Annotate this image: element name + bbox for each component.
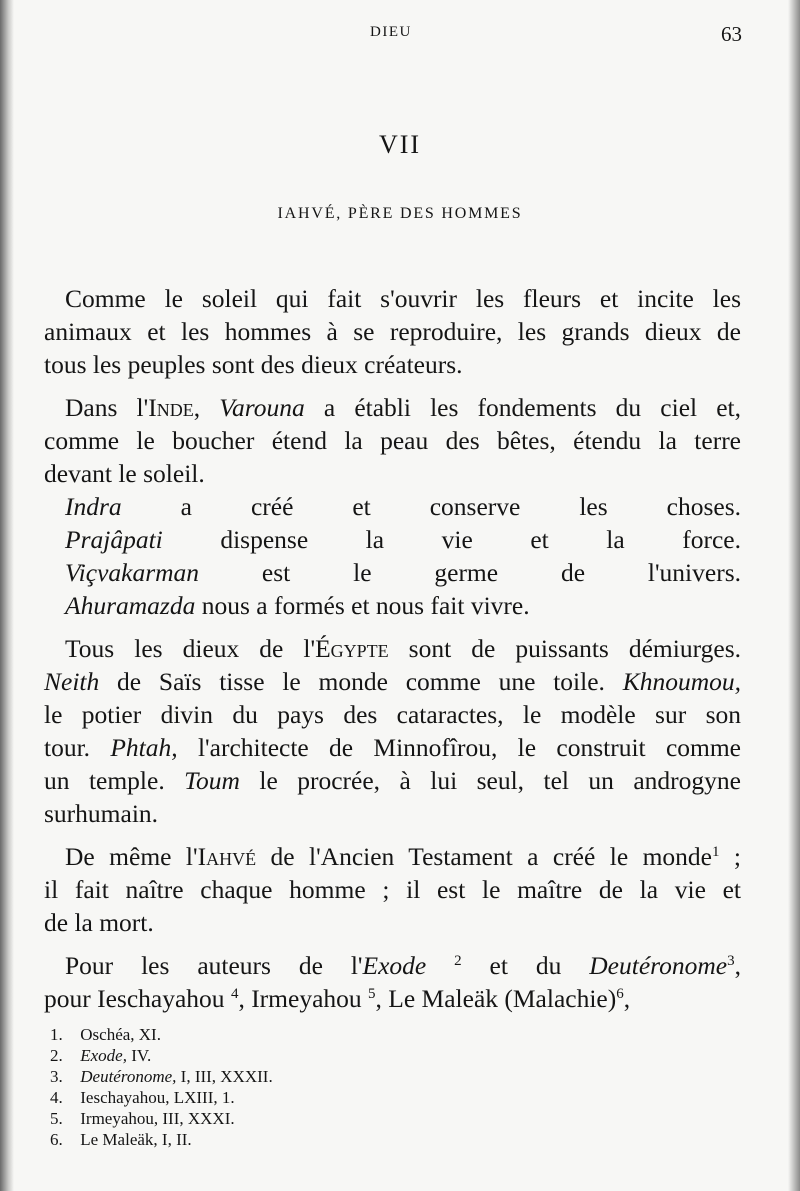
small-caps-text: Égypte [315,634,389,663]
text-line [44,949,741,982]
footnote-number: 1. [50,1025,63,1044]
running-head-title: DIEU [370,24,412,40]
footnote [50,1066,450,1087]
text-run [426,951,454,980]
italic-text: Phtah, [110,733,178,762]
paragraph [44,840,741,939]
text-run: sont de puissants démiurges. [388,634,741,663]
text-run: Le Maleäk, I, II. [76,1130,192,1149]
text-line [44,797,741,830]
footnote [50,1045,450,1066]
text-run: le procrée, à lui seul, tel un androgyne [239,766,741,795]
italic-text: Deutéronome, [80,1067,177,1086]
page-right-edge-shadow [788,0,800,1191]
text-run: nous a formés et nous fait vivre. [195,591,530,620]
text-run: et du [461,951,590,980]
paragraph [44,391,741,622]
text-run: Pour les auteurs de l' [65,951,363,980]
text-run: , [623,984,631,1013]
text-line [44,315,741,348]
text-line [44,731,741,764]
text-run: Ieschayahou, LXIII, 1. [76,1088,235,1107]
text-line [44,556,741,589]
body-text [44,282,741,1025]
footnote-ref: 4 [230,986,239,1002]
text-line [44,589,741,622]
text-run: Irmeyahou, III, XXXI. [76,1109,235,1128]
text-line [44,665,741,698]
italic-text: Toum [184,766,240,795]
footnote-number: 3. [50,1067,63,1086]
footnote [50,1024,450,1045]
text-line [44,523,741,556]
text-line [44,632,741,665]
footnote-ref: 5 [368,986,376,1002]
italic-text: Khnoumou, [622,667,741,696]
text-run: Dans l' [65,393,149,422]
chapter-title: IAHVÉ, PÈRE DES HOMMES [277,205,523,222]
footnote [50,1108,450,1129]
footnote-ref: 2 [454,953,462,969]
small-caps-text: Inde [148,393,194,422]
italic-text: Varouna [219,393,305,422]
text-line [44,906,741,939]
text-line [44,457,741,490]
text-run: , Le Maleäk (Malachie) [375,984,617,1013]
text-run: , [734,951,741,980]
text-run: Comme le soleil qui fait s'ouvrir les fleurs et incite les [65,284,741,313]
italic-text: Neith [44,667,100,696]
text-run: Oschéa, XI. [76,1025,161,1044]
text-run: l'architecte de Minnofîrou, le construit comme [177,733,741,762]
text-run: a créé et conserve les choses. [121,492,741,521]
footnote-number: 4. [50,1088,63,1107]
text-run: devant le soleil. [44,459,205,488]
footnote-ref: 6 [616,986,624,1002]
text-run: comme le boucher étend la peau des bêtes, étendu la terre [44,426,741,455]
text-run: a établi les fondements du ciel et, [304,393,742,422]
footnote [50,1129,450,1150]
footnote-ref: 3 [727,953,735,969]
text-run: de la mort. [44,908,154,937]
footnote [50,1087,450,1108]
italic-text: Exode [362,951,427,980]
text-run: tous les peuples sont des dieux créateurs. [44,350,463,379]
text-line [44,348,741,381]
text-run: il fait naître chaque homme ; il est le maître de la vie et [44,875,741,904]
italic-text: Deutéronome [589,951,728,980]
page-left-edge-shadow [0,0,14,1191]
footnote-ref: 1 [711,844,720,860]
text-line [44,764,741,797]
text-run: Tous les dieux de l' [65,634,316,663]
paragraph [44,949,741,1015]
text-run: de Saïs tisse le monde comme une toile. [99,667,623,696]
text-run: animaux et les hommes à se reproduire, les grands dieux de [44,317,741,346]
italic-text: Ahuramazda [65,591,196,620]
page-number: 63 [721,22,742,46]
text-run: de l'Ancien Testament a créé le monde [256,842,712,871]
paragraph [44,632,741,830]
footnote-number: 2. [50,1046,63,1065]
text-run: dispense la vie et la force. [162,525,741,554]
footnotes [50,1024,450,1150]
text-line [44,490,741,523]
text-run: est le germe de l'univers. [199,558,741,587]
running-head [0,24,800,48]
text-line [44,282,741,315]
text-line [44,698,741,731]
text-line [44,873,741,906]
text-run: ; [719,842,741,871]
text-run: IV. [126,1046,152,1065]
text-run: De même l' [65,842,198,871]
text-run: le potier divin du pays des cataractes, le modèle sur son [44,700,741,729]
text-line [44,424,741,457]
paragraph [44,282,741,381]
text-line [44,840,741,873]
text-line [44,391,741,424]
chapter-number: VII [378,130,422,159]
italic-text: Viçvakarman [65,558,200,587]
italic-text: Prajâpati [65,525,163,554]
text-run: un temple. [44,766,185,795]
text-run: pour Ieschayahou [44,984,231,1013]
text-run: , Irmeyahou [238,984,369,1013]
italic-text: Exode, [80,1046,127,1065]
small-caps-text: Iahvé [197,842,257,871]
italic-text: Indra [65,492,122,521]
footnote-number: 6. [50,1130,63,1149]
footnote-number: 5. [50,1109,63,1128]
text-line [44,982,741,1015]
text-run: tour. [44,733,111,762]
text-run: , [193,393,220,422]
text-run: I, III, XXXII. [176,1067,273,1086]
text-run: surhumain. [44,799,159,828]
